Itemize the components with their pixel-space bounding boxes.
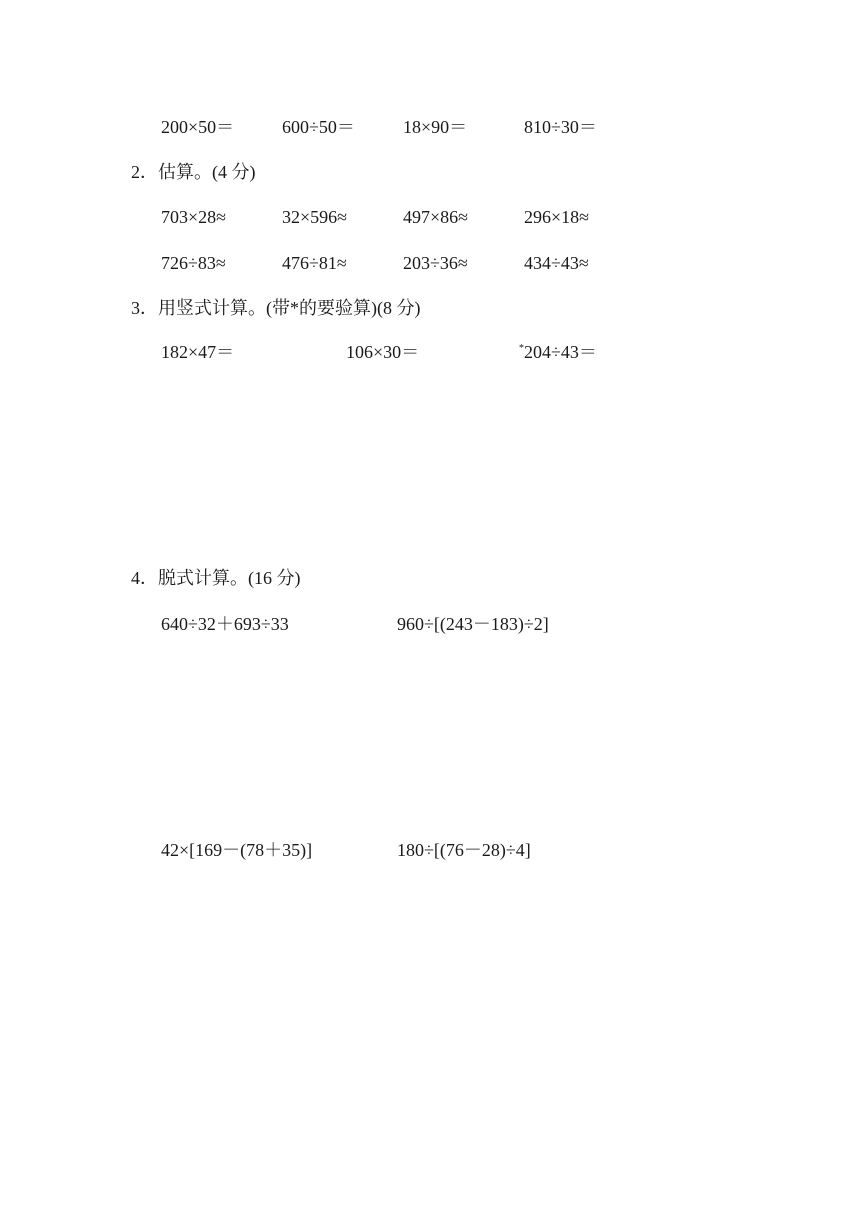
estimate-problem: 32×596≈ bbox=[282, 207, 348, 227]
estimate-problem: 434÷43≈ bbox=[524, 253, 589, 273]
problem-2: 600÷50＝ bbox=[282, 117, 355, 137]
problem-4: 810÷30＝ bbox=[524, 117, 597, 137]
vertical-problem: 182×47＝ bbox=[161, 342, 235, 362]
vertical-problem: 106×30＝ bbox=[346, 342, 420, 362]
section-heading bbox=[131, 161, 256, 183]
section-title: 估算。(4 分) bbox=[158, 162, 256, 182]
estimate-problem: 703×28≈ bbox=[161, 207, 227, 227]
vertical-problem-verify bbox=[519, 341, 597, 363]
section-title: 脱式计算。(16 分) bbox=[158, 568, 301, 588]
section-heading bbox=[131, 567, 301, 589]
stepwise-problem: 960÷[(243－183)÷2] bbox=[397, 614, 549, 634]
stepwise-problem: 640÷32＋693÷33 bbox=[161, 614, 289, 634]
problem-3: 18×90＝ bbox=[403, 117, 468, 137]
stepwise-problem: 42×[169－(78＋35)] bbox=[161, 840, 313, 860]
vertical-problem-text: 204÷43＝ bbox=[524, 342, 597, 362]
estimate-problem: 476÷81≈ bbox=[282, 253, 347, 273]
section-number: 3． bbox=[131, 298, 158, 318]
verify-star-marker: * bbox=[519, 343, 524, 354]
problem-1: 200×50＝ bbox=[161, 117, 235, 137]
estimate-problem: 726÷83≈ bbox=[161, 253, 226, 273]
section-number: 2． bbox=[131, 162, 158, 182]
section-title: 用竖式计算。(带*的要验算)(8 分) bbox=[158, 298, 421, 318]
stepwise-problem: 180÷[(76－28)÷4] bbox=[397, 840, 531, 860]
section-number: 4． bbox=[131, 568, 158, 588]
estimate-problem: 203÷36≈ bbox=[403, 253, 468, 273]
section-heading bbox=[131, 297, 420, 319]
estimate-problem: 296×18≈ bbox=[524, 207, 590, 227]
estimate-problem: 497×86≈ bbox=[403, 207, 469, 227]
